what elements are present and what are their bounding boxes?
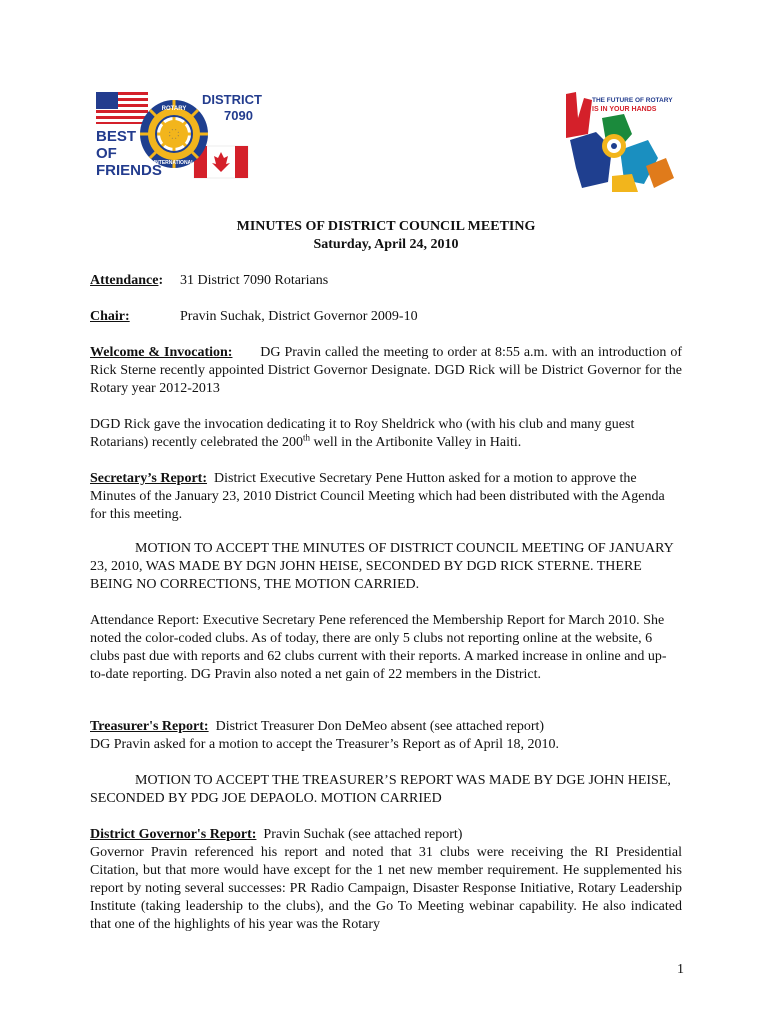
invocation-paragraph: DGD Rick gave the invocation dedicating it to Roy Sheldrick who (with his club and many guest Rotarians) recently celebrated the 200th well in the Artibonite Valley in Haiti.: [90, 417, 635, 450]
secretary-report-paragraph: Secretary’s Report: District Executive Secretary Pene Hutton asked for a motion to approve the Minutes of the January 23, 2010 District Council Meeting which had been distributed with the Agenda for this meeting.: [90, 471, 665, 522]
svg-text:FRIENDS: FRIENDS: [96, 162, 162, 179]
welcome-paragraph: [90, 344, 682, 398]
welcome-text: DG Pravin called the meeting to order at 8:55 a.m. with an introduction of Rick Sterne recently appointed District Governor Designate. DGD Rick will be District Governor for the Rotary year 2012-2013: [90, 345, 683, 396]
attendance-label: Attendance: [90, 273, 159, 288]
future-of-rotary-logo: [562, 88, 684, 194]
attendance-line: Attendance: 31 District 7090 Rotarians: [90, 273, 329, 288]
chair-line: [90, 308, 682, 326]
secretary-motion: MOTION TO ACCEPT THE MINUTES OF DISTRICT COUNCIL MEETING OF JANUARY 23, 2010, WAS MADE BY DGN JOHN HEISE, SECONDED BY DGD RICK STERNE. THERE BEING NO CORRECTIONS, THE MOTION CARRIED.: [90, 541, 674, 592]
chair-label: Chair:: [90, 309, 130, 324]
meeting-date: Saturday, April 24, 2010: [313, 237, 459, 252]
treasurer-motion: MOTION TO ACCEPT THE TREASURER’S REPORT WAS MADE BY DGE JOHN HEISE, SECONDED BY PDG JOE DEPAOLO. MOTION CARRIED: [90, 773, 671, 806]
document-title: MINUTES OF DISTRICT COUNCIL MEETING: [236, 219, 536, 234]
secretary-label: Secretary’s Report:: [90, 471, 208, 486]
rotary-wheel-icon: [602, 134, 626, 158]
svg-text:IS IN YOUR HANDS: IS IN YOUR HANDS: [592, 106, 657, 113]
us-flag-icon: [96, 92, 148, 124]
welcome-label: Welcome & Invocation:: [90, 345, 233, 360]
attendance-report-paragraph: Attendance Report: Executive Secretary Pene referenced the Membership Report for March 2010. She noted the color-coded clubs. As of today, there are only 5 clubs not reporting online at the website, 6 clubs past due with reports and 62 clubs current with their reports. A marked increase in online and up-to-date reporting. DG Pravin also noted a net gain of 22 members in the District.: [90, 613, 667, 682]
attendance-value: 31 District 7090 Rotarians: [180, 273, 329, 288]
svg-text:7090: 7090: [224, 108, 253, 123]
svg-text:BEST: BEST: [96, 128, 137, 145]
district-7090-logo: [94, 88, 262, 188]
treasurer-label: Treasurer's Report:: [90, 719, 209, 734]
chair-value: Pravin Suchak, District Governor 2009-10: [180, 309, 418, 324]
governor-label: District Governor's Report:: [90, 827, 257, 842]
svg-text:DISTRICT: DISTRICT: [202, 92, 262, 107]
svg-text:OF: OF: [96, 145, 117, 162]
page-number: 1: [677, 962, 684, 977]
rotary-wheel-icon: [140, 100, 208, 168]
svg-text:ROTARY: ROTARY: [161, 106, 187, 112]
svg-text:INTERNATIONAL: INTERNATIONAL: [153, 160, 195, 166]
governor-report-paragraph: District Governor's Report: Pravin Suchak (see attached report) Governor Pravin referenced his report and noted that 31 clubs were receiving the RI Presidential Citation, but that more would have except for the 1 net new member requirement. He supplemented his report by noting several successes: PR Radio Campaign, Disaster Response Initiative, Rotary Leadership Institute (taking leadership to the clubs), and the Go To Meeting webinar capability. He also indicated that one of the highlights of his year was the Rotary: [90, 827, 682, 932]
treasurer-report-paragraph: Treasurer's Report: District Treasurer Don DeMeo absent (see attached report) DG Pravin asked for a motion to accept the Treasurer’s Report as of April 18, 2010.: [90, 719, 560, 752]
svg-text:THE FUTURE OF ROTARY: THE FUTURE OF ROTARY: [592, 97, 673, 104]
